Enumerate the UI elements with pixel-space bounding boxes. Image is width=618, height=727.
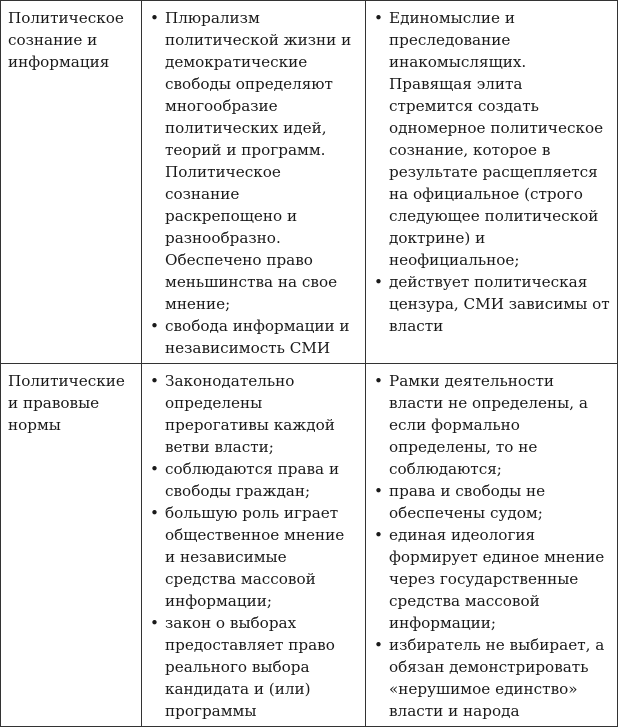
bullet-icon: • — [374, 273, 383, 291]
bullet-icon: • — [150, 504, 159, 522]
bullet-icon: • — [374, 482, 383, 500]
list-item: • свобода информации и независимость СМИ — [150, 317, 350, 357]
totalitarian-cell — [366, 1, 618, 364]
bullet-icon: • — [150, 317, 159, 335]
bullet-list — [149, 7, 359, 359]
list-item: • Единомыслие и преследование инакомыслящих. Правящая элита стремится создать одномерное политическое сознание, которое в результате расщепляется на официальное (строго следующее политической доктрине) и неофициальное; — [374, 9, 604, 269]
totalitarian-cell — [366, 364, 618, 727]
bullet-icon: • — [150, 9, 159, 27]
bullet-icon: • — [150, 372, 159, 390]
table-row — [1, 1, 618, 364]
bullet-icon: • — [150, 460, 159, 478]
list-item: • Рамки деятельности власти не определены, а если формально определены, то не соблюдаются; — [374, 372, 588, 478]
list-item: • Плюрализм политической жизни и демократические свободы определяют многообразие политических идей, теорий и программ. Политическое сознание раскрепощено и разнообразно. Обеспечено право меньшинства на свое мнение; — [150, 9, 352, 313]
list-item: • Законодательно определены прерогативы каждой ветви власти; — [150, 372, 335, 456]
bullet-icon: • — [374, 9, 383, 27]
bullet-icon: • — [150, 614, 159, 632]
bullet-icon: • — [374, 636, 383, 654]
list-item: • большую роль играет общественное мнение и независимые средства массовой информации; — [150, 504, 345, 610]
row-label-political-consciousness: Политическое сознание и информация — [1, 1, 142, 364]
bullet-list — [373, 7, 611, 337]
list-item: • права и свободы не обеспечены судом; — [374, 482, 546, 522]
democracy-cell — [142, 364, 366, 727]
list-item: • избиратель не выбирает, а обязан демонстрировать «нерушимое единство» власти и народа — [374, 636, 605, 720]
democracy-cell — [142, 1, 366, 364]
list-item: • действует политическая цензура, СМИ зависимы от власти — [374, 273, 610, 335]
list-item: • соблюдаются права и свободы граждан; — [150, 460, 340, 500]
bullet-list — [149, 370, 359, 722]
bullet-icon: • — [374, 372, 383, 390]
bullet-icon: • — [374, 526, 383, 544]
list-item: • закон о выборах предоставляет право реального выбора кандидата и (или) программы — [150, 614, 335, 720]
row-label-legal-norms: Политические и правовые нормы — [1, 364, 142, 727]
bullet-list — [373, 370, 611, 722]
table-row — [1, 364, 618, 727]
list-item: • единая идеология формирует единое мнение через государственные средства массовой информации; — [374, 526, 605, 632]
